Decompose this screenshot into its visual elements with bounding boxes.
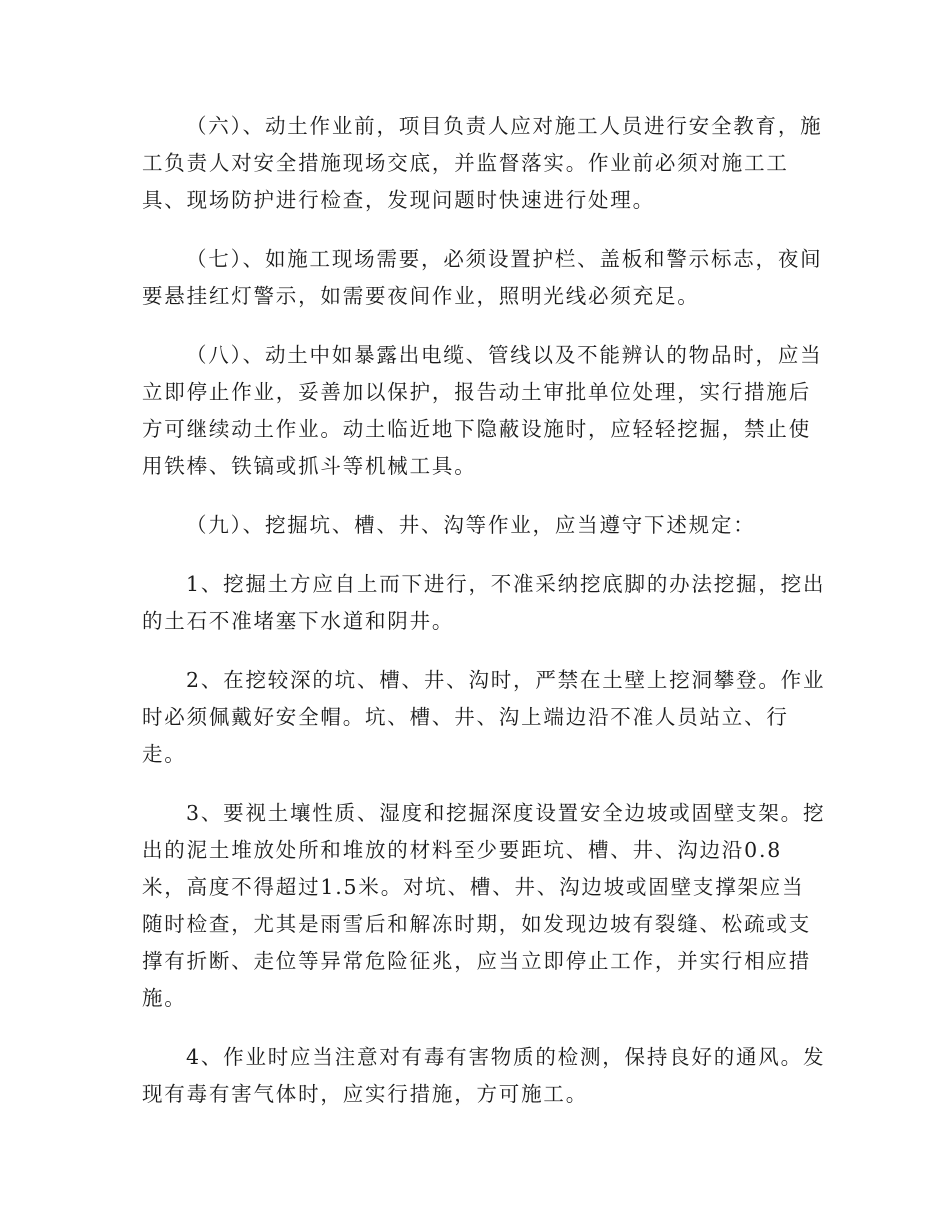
paragraph-line: （七）、如施工现场需要，必须设置护栏、盖板和警示标志，夜间 xyxy=(186,247,823,271)
paragraph-line: 米，高度不得超过1.5米。对坑、槽、井、沟边坡或固壁支撑架应当 xyxy=(142,875,805,899)
paragraph-line: 施。 xyxy=(142,986,187,1010)
rule-item-2 xyxy=(142,662,826,773)
paragraph-line: 具、现场防护进行检查，发现问题时快速进行处理。 xyxy=(142,188,655,212)
paragraph-line: 方可继续动土作业。动土临近地下隐蔽设施时，应轻轻挖掘，禁止使 xyxy=(142,417,811,441)
paragraph-line: 2、在挖较深的坑、槽、井、沟时，严禁在土壁上挖洞攀登。作业 xyxy=(186,668,826,692)
rule-item-3 xyxy=(142,795,826,1017)
paragraph-line: 随时检查，尤其是雨雪后和解冻时期，如发现边坡有裂缝、松疏或支 xyxy=(142,912,811,936)
paragraph-8 xyxy=(142,337,823,485)
paragraph-line: 要悬挂红灯警示，如需要夜间作业，照明光线必须充足。 xyxy=(142,284,700,308)
paragraph-6 xyxy=(142,108,823,219)
rule-item-1 xyxy=(142,566,826,640)
document-body xyxy=(142,108,826,1135)
paragraph-line: 撑有折断、走位等异常危险征兆，应当立即停止工作，并实行相应措 xyxy=(142,949,811,973)
paragraph-line: 出的泥土堆放处所和堆放的材料至少要距坑、槽、井、沟边沿0.8 xyxy=(142,838,783,862)
paragraph-line: 走。 xyxy=(142,742,187,766)
paragraph-7 xyxy=(142,241,823,315)
paragraph-line: （六）、动土作业前，项目负责人应对施工人员进行安全教育，施 xyxy=(186,114,823,138)
paragraph-line: 3、要视土壤性质、湿度和挖掘深度设置安全边坡或固壁支架。挖 xyxy=(186,801,826,825)
paragraph-line: 用铁棒、铁镐或抓斗等机械工具。 xyxy=(142,454,477,478)
paragraph-line: 工负责人对安全措施现场交底，并监督落实。作业前必须对施工工 xyxy=(142,151,789,175)
rule-item-4 xyxy=(142,1039,826,1113)
paragraph-line: 4、作业时应当注意对有毒有害物质的检测，保持良好的通风。发 xyxy=(186,1045,826,1069)
paragraph-9 xyxy=(142,507,810,544)
paragraph-line: （九）、挖掘坑、槽、井、沟等作业，应当遵守下述规定： xyxy=(186,513,756,537)
paragraph-line: 的土石不准堵塞下水道和阴井。 xyxy=(142,609,455,633)
paragraph-line: 现有毒有害气体时，应实行措施，方可施工。 xyxy=(142,1082,588,1106)
paragraph-line: 时必须佩戴好安全帽。坑、槽、井、沟上端边沿不准人员站立、行 xyxy=(142,705,789,729)
paragraph-line: （八）、动土中如暴露出电缆、管线以及不能辨认的物品时，应当 xyxy=(186,343,823,367)
paragraph-line: 1、挖掘土方应自上而下进行，不准采纳挖底脚的办法挖掘，挖出 xyxy=(186,572,826,596)
paragraph-line: 立即停止作业，妥善加以保护，报告动土审批单位处理，实行措施后 xyxy=(142,380,811,404)
